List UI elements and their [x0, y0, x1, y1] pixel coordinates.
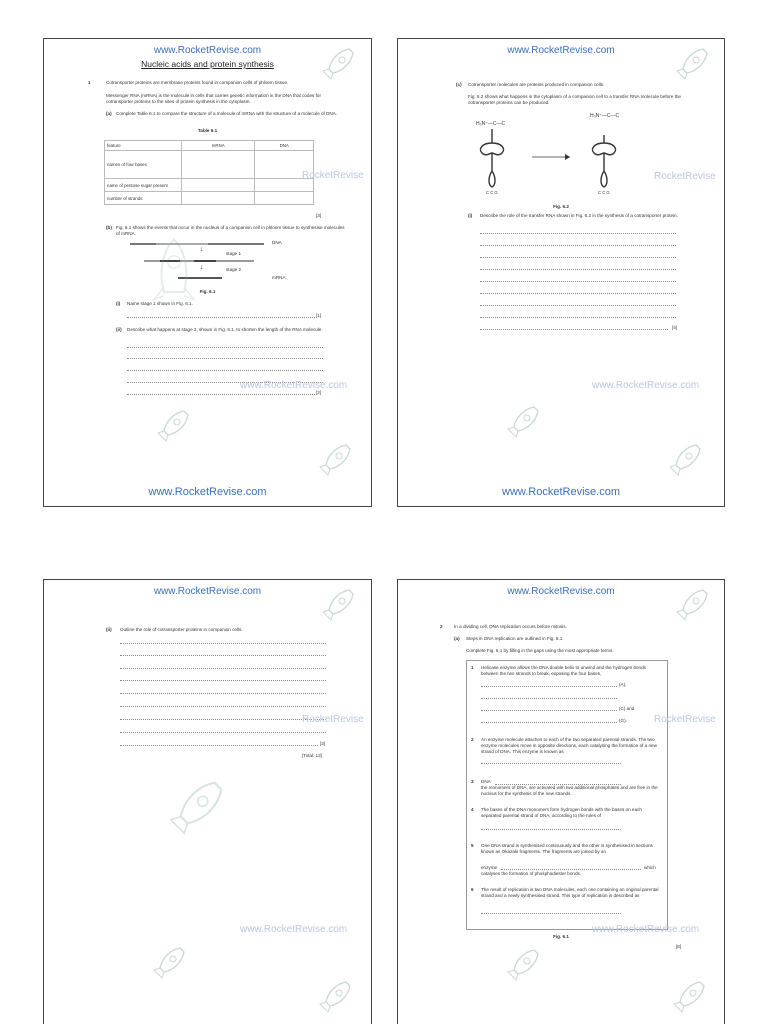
table-row-label: name of pentose sugar present	[105, 179, 182, 192]
table-row-label: names of four bases	[105, 151, 182, 179]
rocket-watermark-icon	[319, 45, 357, 83]
instruction-text: Complete Fig. 6.1 by filling in the gaps using the most appropriate terms.	[466, 648, 614, 653]
table-caption: Table 6.1	[197, 128, 218, 133]
gap-input-c[interactable]	[481, 710, 617, 711]
question-a-text: Complete Table 6.1 to compare the structure of a molecule of mRNA with the structure of a molecule of DNA.	[116, 111, 338, 116]
rocket-watermark-icon	[673, 45, 711, 83]
mark-allocation: [2]	[316, 390, 322, 395]
rocket-watermark-icon	[673, 586, 711, 624]
site-url-header[interactable]: www.RocketRevise.com	[153, 45, 262, 56]
site-url-header[interactable]: www.RocketRevise.com	[153, 586, 262, 597]
step-3-text-a: DNA	[481, 779, 491, 784]
answer-line[interactable]	[480, 269, 676, 270]
answer-line[interactable]	[480, 257, 676, 258]
question-c-label: (c)	[456, 82, 462, 87]
rocket-watermark-icon	[504, 946, 542, 984]
step-4-number: 4	[471, 807, 474, 812]
trna-figure	[470, 109, 670, 197]
watermark-text: RocketRevise	[302, 714, 364, 725]
answer-line[interactable]	[120, 719, 326, 720]
answer-line[interactable]	[120, 643, 326, 644]
anticodon-right: C C G	[598, 190, 610, 195]
watermark-text: RocketRevise	[302, 170, 364, 181]
table-cell-input[interactable]	[182, 151, 255, 179]
answer-line[interactable]	[480, 305, 676, 306]
arrow-down-icon: ↓	[200, 264, 204, 271]
question-cii-label: (ii)	[106, 627, 112, 632]
answer-line[interactable]	[120, 655, 326, 656]
gap-input-ligase[interactable]	[501, 869, 641, 870]
gap-input-t[interactable]	[481, 698, 617, 699]
step-5-number: 5	[471, 843, 474, 848]
watermark-text: RocketRevise	[654, 714, 716, 725]
mark-allocation: [3]	[320, 741, 326, 746]
worksheet-page-3	[43, 579, 372, 1024]
intro-text-2: Messenger RNA (mRNA) is the molecule in cells that carries genetic information in the DNA that codes for cotransporter proteins to the sites of protein synthesis in the cytoplasm.	[106, 93, 321, 104]
answer-line[interactable]	[127, 317, 315, 318]
figure-caption: Fig. 6.1	[199, 289, 216, 294]
step-5-tail: catalyses the formation of phosphodiester bonds.	[481, 871, 582, 876]
gap-a-label: (A),	[619, 682, 627, 687]
answer-line[interactable]	[127, 370, 323, 371]
total-marks: [Total: 13]	[302, 753, 322, 758]
amino-acid-formula-right: H₃N⁺—C—C	[590, 113, 620, 119]
intro-text: In a dividing cell, DNA replication occurs before mitosis.	[454, 624, 567, 629]
question-number: 2	[440, 624, 443, 629]
step-5-which: which	[644, 865, 656, 870]
gap-g-label: (G).	[619, 718, 627, 723]
rocket-watermark-icon	[319, 586, 357, 624]
watermark-url: www.RocketRevise.com	[592, 380, 700, 391]
amino-acid-formula-left: H₃N⁺—C—C	[476, 121, 506, 127]
question-a-text: Steps in DNA replication are outlined in Fig. 6.1.	[466, 636, 564, 641]
question-a-label: (a)	[106, 111, 112, 116]
question-bii-text: Describe what happens at stage 2, shown in Fig. 6.1, to shorten the length of the RNA molecule.	[127, 327, 323, 332]
worksheet-page-2	[397, 38, 725, 507]
answer-line[interactable]	[127, 358, 323, 359]
gap-c-label: (C) and	[619, 706, 635, 711]
question-c-text-2: Fig. 6.2 shows what happens in the cytoplasm of a companion cell to a transfer RNA molecule before the cotransporter proteins can be produced.	[468, 94, 681, 105]
mark-allocation: [1]	[316, 313, 322, 318]
table-cell-input[interactable]	[182, 192, 255, 205]
answer-line[interactable]	[480, 293, 676, 294]
step-2-text: An enzyme molecule attaches to each of the two separated parental strands. The two enzyme molecules move in opposite directions, each catalysing the formation of a new strand of DNA. This enzyme is known as	[481, 737, 657, 754]
gap-input-base-pairing[interactable]	[481, 829, 621, 830]
rocket-watermark-icon	[154, 407, 192, 445]
question-ci-label: (i)	[468, 213, 473, 218]
answer-line[interactable]	[480, 233, 676, 234]
table-row-label: number of strands	[105, 192, 182, 205]
question-ci-text: Describe the role of the transfer RNA shown in Fig. 6.2 in the synthesis of a cotransporter protein.	[480, 213, 678, 218]
gap-input-enzyme[interactable]	[481, 763, 621, 764]
mark-allocation: [4]	[672, 325, 678, 330]
mrna-label: mRNA	[272, 275, 286, 280]
site-url-footer[interactable]: www.RocketRevise.com	[148, 486, 267, 498]
table-cell-input[interactable]	[255, 192, 314, 205]
answer-line[interactable]	[120, 732, 326, 733]
gap-input-g[interactable]	[481, 722, 617, 723]
answer-line[interactable]	[127, 347, 323, 348]
worksheet-page-1	[43, 38, 372, 507]
answer-line[interactable]	[120, 745, 318, 746]
anticodon-left: C C G	[486, 190, 498, 195]
question-a-label: (a)	[454, 636, 460, 641]
step-2-number: 2	[471, 737, 474, 742]
step-3-number: 3	[471, 779, 474, 784]
rocket-watermark-icon	[666, 441, 704, 479]
answer-line[interactable]	[120, 668, 326, 669]
answer-line[interactable]	[127, 394, 315, 395]
question-bi-text: Name stage 1 shown in Fig. 6.1.	[127, 301, 193, 306]
gap-input-semi-conservative[interactable]	[481, 913, 621, 914]
table-header-mrna: mRNA	[182, 141, 255, 151]
question-b-label: (b)	[106, 225, 112, 230]
answer-line[interactable]	[480, 317, 676, 318]
rocket-watermark-icon	[316, 978, 354, 1016]
step-6-text: The result of replication is two DNA molecules, each one containing an original parental strand and a newly synthesised strand. This type of replication is described as	[481, 887, 659, 898]
question-cii-text: Outline the role of cotransporter proteins in companion cells.	[120, 627, 243, 632]
mark-allocation: [8]	[676, 944, 682, 949]
question-bi-label: (i)	[116, 301, 121, 306]
question-number: 1	[88, 80, 91, 85]
replication-steps-box	[466, 660, 668, 930]
answer-line[interactable]	[120, 693, 326, 694]
answer-line[interactable]	[120, 680, 326, 681]
answer-line[interactable]	[120, 706, 326, 707]
rocket-watermark-icon	[504, 403, 542, 441]
comparison-table	[104, 140, 314, 205]
table-header-dna: DNA	[255, 141, 314, 151]
answer-line[interactable]	[480, 245, 676, 246]
step-5-enzyme: enzyme	[481, 865, 498, 870]
question-b-text: Fig. 6.1 shows the events that occur in the nucleus of a companion cell in phloem tissue to synthesise molecules of mRNA.	[116, 225, 345, 236]
watermark-url: www.RocketRevise.com	[240, 924, 348, 935]
worksheet-page-4	[397, 579, 725, 1024]
rocket-watermark-icon	[316, 441, 354, 479]
stage-2-label: stage 2	[226, 267, 242, 272]
table-header-feature: feature	[105, 141, 182, 151]
figure-caption: Fig. 6.1	[553, 934, 569, 939]
site-url-header[interactable]: www.RocketRevise.com	[507, 45, 615, 56]
step-3-text-b: the monomers of DNA, are activated with two additional phosphates and are free in the nucleus for the synthesis of the new strands.	[481, 785, 658, 796]
step-4-text: The bases of the DNA monomers form hydrogen bonds with the bases on each separated parental strand of DNA, according to the rules of	[481, 807, 642, 818]
question-bii-label: (ii)	[116, 327, 122, 332]
arrow-down-icon: ↓	[200, 246, 204, 253]
rocket-watermark-icon	[150, 944, 188, 982]
step-1-text: Helicase enzyme allows the DNA double helix to unwind and the hydrogen bonds between the two strands to break, exposing the four bases,	[481, 665, 646, 676]
rocket-watermark-icon	[164, 776, 228, 846]
step-1-number: 1	[471, 665, 474, 670]
answer-line[interactable]	[480, 281, 676, 282]
dna-label: DNA	[272, 240, 282, 245]
rocket-watermark-icon	[670, 978, 708, 1016]
question-c-text: Cotransporter molecules are proteins produced in companion cells.	[468, 82, 605, 87]
table-cell-input[interactable]	[182, 179, 255, 192]
page-title: Nucleic acids and protein synthesis	[141, 59, 274, 69]
watermark-text: RocketRevise	[654, 171, 716, 182]
watermark-url: www.RocketRevise.com	[592, 924, 700, 935]
step-5-text: One DNA strand is synthesised continuously and the other is synthesised in sections known as Okazaki fragments. The fragments are joined by an	[481, 843, 653, 854]
rocket-watermark-icon	[148, 237, 200, 307]
site-url-header[interactable]: www.RocketRevise.com	[507, 586, 615, 597]
figure-caption: Fig. 6.2	[553, 204, 569, 209]
watermark-url: www.RocketRevise.com	[240, 380, 348, 391]
mark-allocation: [3]	[316, 213, 322, 218]
stage-1-label: stage 1	[226, 251, 242, 256]
intro-text-1: Cotransporter proteins are membrane proteins found in companion cells of phloem tissue.	[106, 80, 289, 85]
answer-line[interactable]	[480, 329, 668, 330]
site-url-footer[interactable]: www.RocketRevise.com	[502, 486, 620, 498]
step-6-number: 6	[471, 887, 474, 892]
gap-input-a[interactable]	[481, 686, 617, 687]
